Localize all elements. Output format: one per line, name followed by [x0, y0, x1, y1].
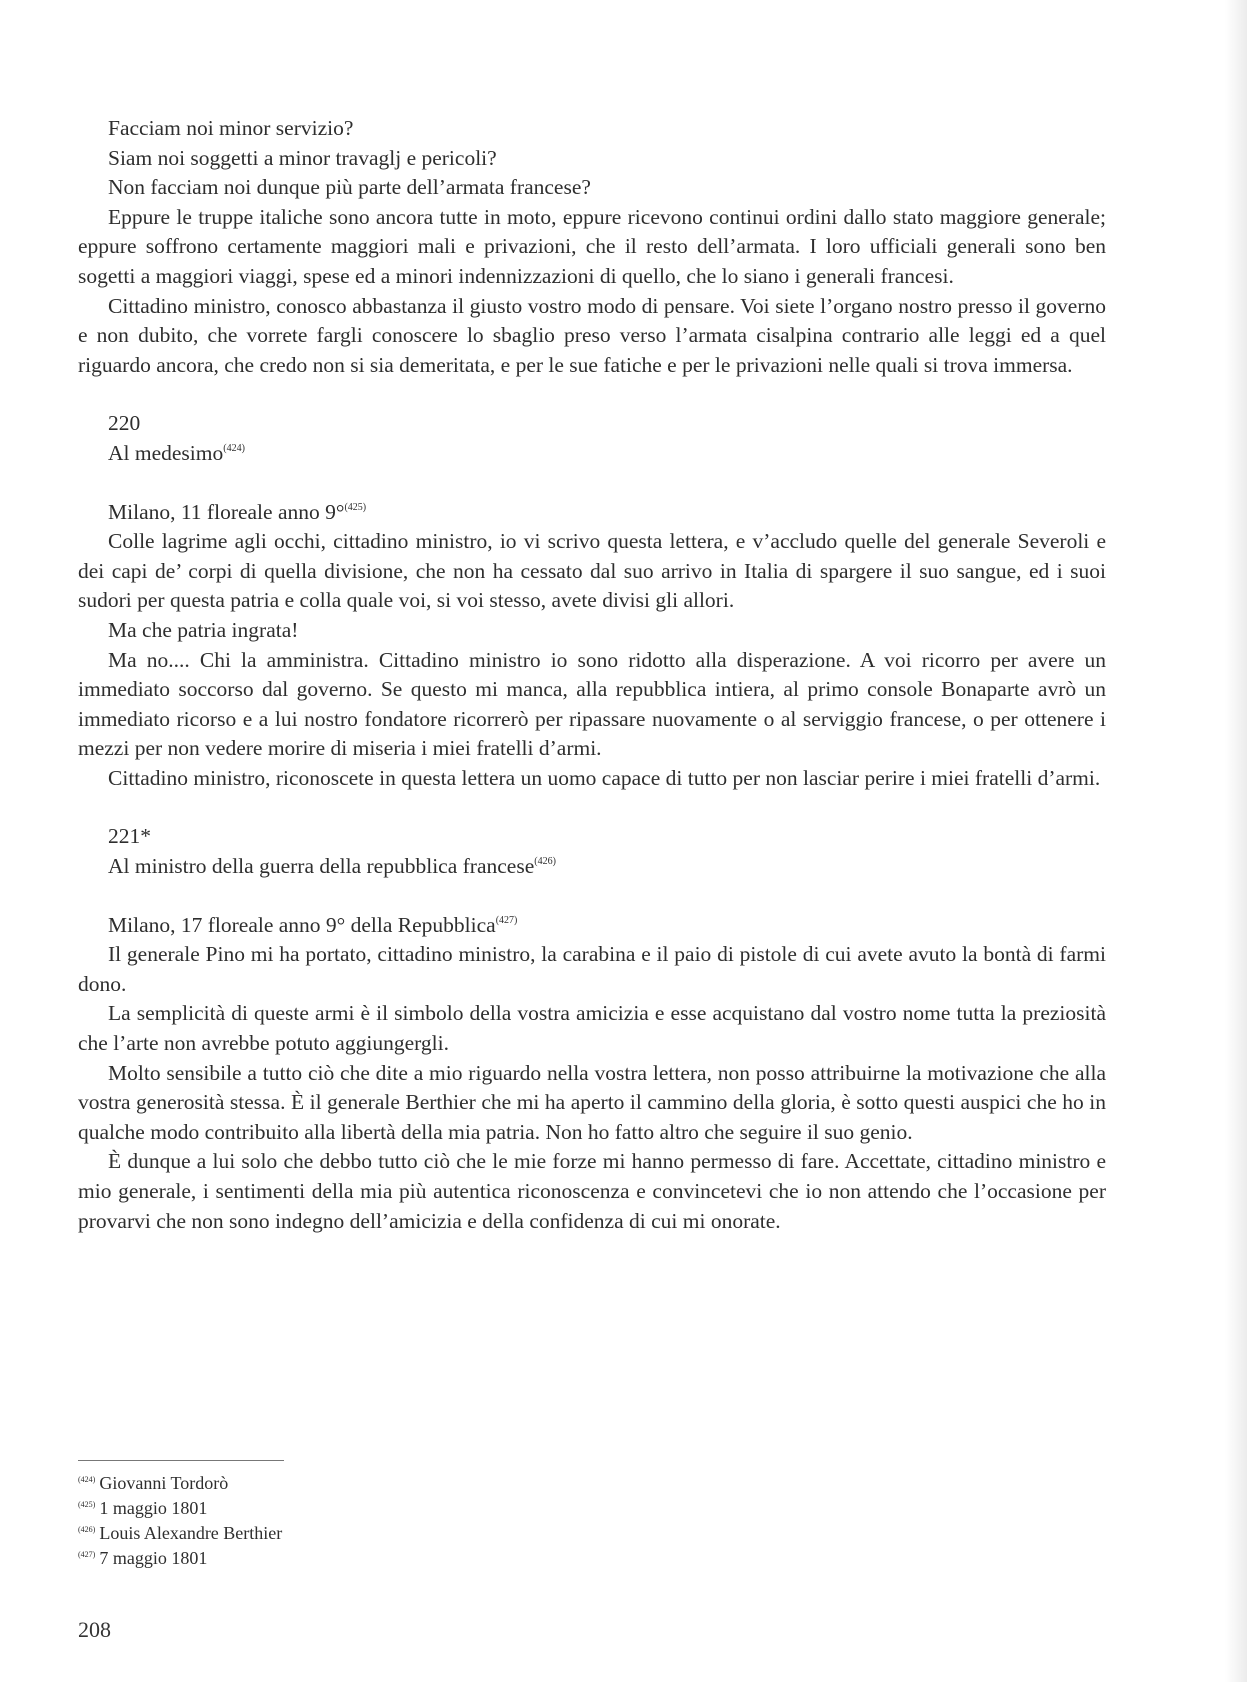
body-paragraph: Cittadino ministro, conosco abbastanza il giusto vostro modo di pensare. Voi siete l’organo nostro presso il governo e non dubito, che vorrete fargli conoscere lo sbaglio preso verso l’armata cisalpina contrario alle leggi ed a quel riguardo ancora, che credo non si sia demeritata, e per le sue fatiche e per le privazioni nelle quali si trova immersa. — [78, 293, 1106, 377]
body-paragraph: Il generale Pino mi ha portato, cittadino ministro, la carabina e il paio di pistole di cui avete avuto la bontà di farmi dono. — [78, 942, 1106, 996]
question-line-2: Siam noi soggetti a minor travaglj e pericoli? — [108, 145, 497, 170]
body-paragraph: Ma no.... Chi la amministra. Cittadino ministro io sono ridotto alla disperazione. A voi ricorro per avere un immediato soccorso dal governo. Se questo mi manca, alla repubblica intiera, al primo console Bonaparte avrò un immediato ricorso e a lui nostro fondatore ricorrerò per ripassare nuovamente o al serviggio francese, o per ottenere i mezzi per non vedere morire di miseria i miei fratelli d’armi. — [78, 647, 1106, 761]
footnote-ref: (427) — [495, 914, 518, 926]
footnote-item: $^{(427)}$ 7 maggio 1801 — [78, 1548, 208, 1568]
letter-date-221: Milano, 17 floreale anno 9° della Repubblica$^{(427)}$ — [108, 912, 518, 937]
letter-recipient-221: Al ministro della guerra della repubblica francese$^{(426)}$ — [108, 854, 556, 879]
body-paragraph: La semplicità di queste armi è il simbolo della vostra amicizia e esse acquistano dal vostro nome tutta la preziosità che l’arte non avrebbe potuto aggiungergli. — [78, 1001, 1106, 1056]
page-number: 208 — [78, 1617, 111, 1642]
footnotes — [78, 1460, 678, 1571]
footnote-ref: (425) — [344, 501, 367, 513]
binding-gutter-shadow — [1225, 0, 1247, 1682]
question-line-3: Non facciam noi dunque più parte dell’armata francese? — [108, 175, 591, 200]
body-paragraph: Eppure le truppe italiche sono ancora tutte in moto, eppure ricevono continui ordini dallo stato maggiore generale; eppure soffrono certamente maggiori mali e privazioni, che il resto dell’armata. I loro ufficiali generali sono ben sogetti a maggiori viaggi, spese ed a minori indennizzazioni di quello, che lo siano i generali francesi. — [78, 204, 1106, 288]
question-line-1: Facciam noi minor servizio? — [108, 116, 354, 140]
letter-recipient-220: Al medesimo$^{(424)}$ — [108, 440, 245, 465]
body-paragraph: Colle lagrime agli occhi, cittadino ministro, io vi scrivo questa lettera, e v’accludo quelle del generale Severoli e dei capi de’ corpi di quella divisione, che non ha cessato dal suo arrivo in Italia di spargere il suo sangue, ed i suoi sudori per questa patria e colla quale voi, si voi stesso, avete divisi gli allori. — [78, 529, 1106, 613]
footnote-ref: (426) — [534, 856, 556, 868]
footnote-divider — [78, 1460, 284, 1461]
body-paragraph: Molto sensibile a tutto ciò che dite a mio riguardo nella vostra lettera, non posso attribuirne la motivazione che alla vostra generosità stessa. È il generale Berthier che mi ha aperto il cammino della gloria, è sotto questi auspici che ho in qualche modo contribuito alla libertà della mia patria. Non ho fatto altro che seguire il suo genio. — [78, 1060, 1106, 1144]
letter-date-220: Milano, 11 floreale anno 9°$^{(425)}$ — [108, 499, 367, 524]
footnote-item: $^{(425)}$ 1 maggio 1801 — [78, 1498, 208, 1518]
body-paragraph: Ma che patria ingrata! — [108, 617, 299, 642]
letter-number-220: 220 — [108, 411, 141, 436]
footnote-item: $^{(426)}$ Louis Alexandre Berthier — [78, 1523, 283, 1543]
body-paragraph: Cittadino ministro, riconoscete in questa lettera un uomo capace di tutto per non lasciar perire i miei fratelli d’armi. — [108, 765, 1101, 790]
footnote-ref: (424) — [223, 442, 245, 454]
page-body — [78, 114, 1106, 1236]
body-paragraph: È dunque a lui solo che debbo tutto ciò che le mie forze mi hanno permesso di fare. Accettate, cittadino ministro e mio generale, i sentimenti della mia più autentica riconoscenza e convincetevi che io non attendo che l’occasione per provarvi che non sono indegno dell’amicizia e della confidenza di cui mi onorate. — [78, 1149, 1106, 1233]
letter-number-221: 221* — [108, 824, 151, 849]
footnote-item: $^{(424)}$ Giovanni Tordorò — [78, 1473, 229, 1493]
